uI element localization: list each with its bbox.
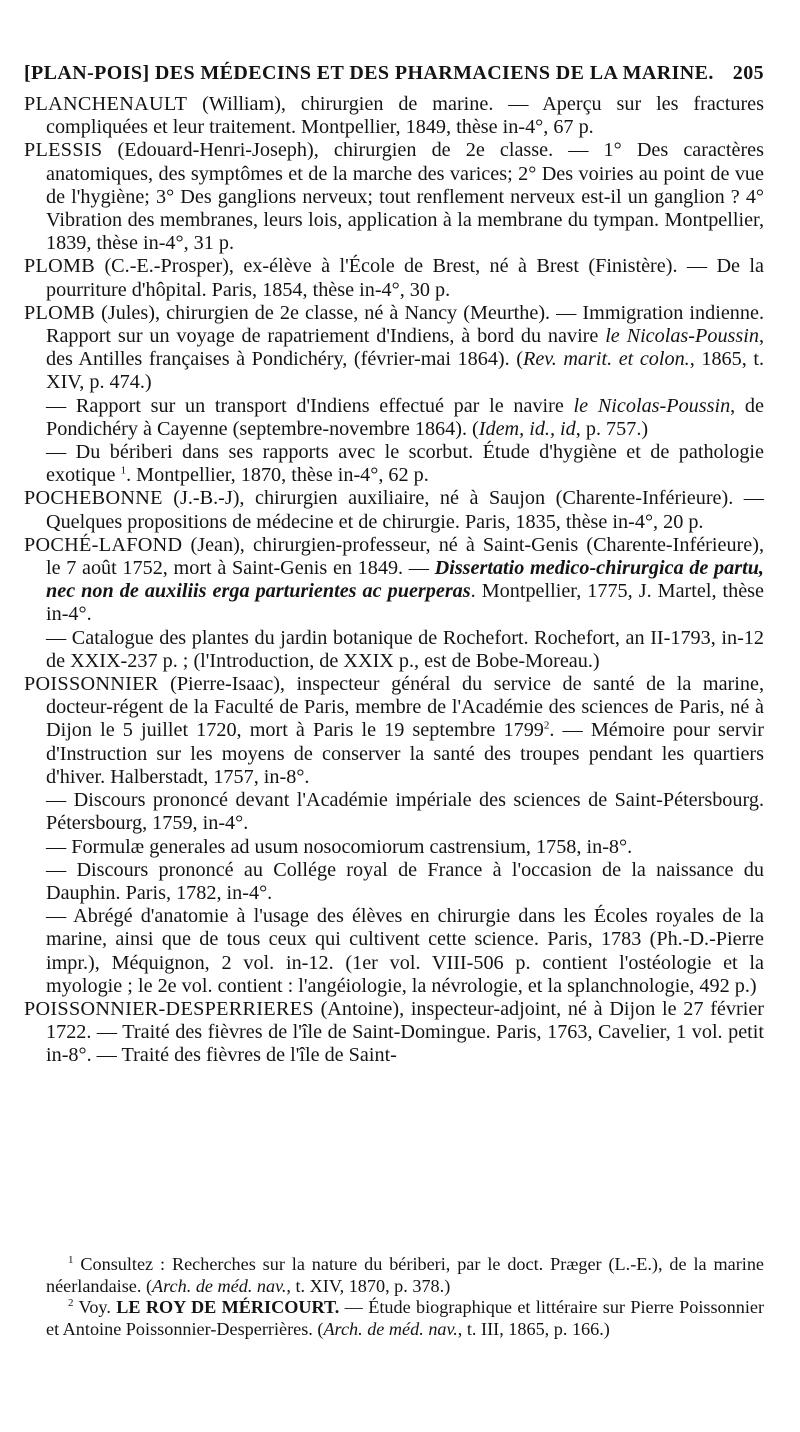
entry-text: (Jean), chirurgien-professeur, né à Saint-Genis (Charente-Inférieure), le 7 août 1752, mort à Saint-Genis en 1849. —: [46, 533, 764, 580]
footnote-text: , t. III, 1865, p. 166.): [457, 1318, 610, 1339]
entry-text: , de Pondichéry à Cayenne (septembre-novembre 1864). (: [46, 394, 764, 440]
running-head-title: [PLAN-POIS] DES MÉDECINS ET DES PHARMACIENS DE LA MARINE.: [24, 62, 714, 84]
entry-text: — Catalogue des plantes du jardin botanique de Rochefort. Rochefort, an II-1793, in-12 de XXIX-237 p. ; (l'Introduction, de XXIX p., est de Bobe-Moreau.): [46, 626, 764, 672]
footnote-text: Voy.: [73, 1297, 117, 1317]
footnotes: [24, 1254, 764, 1340]
entry-text: (J.-B.-J), chirurgien auxiliaire, né à Saujon (Charente-Inférieure). — Quelques propositions de médecine et de chirurgie. Paris, 1835, thèse in-4°, 20 p.: [46, 487, 764, 533]
page-number: 205: [732, 62, 764, 84]
entry-name: POCHÉ-LAFOND: [24, 533, 183, 556]
entry-text: . Montpellier, 1870, thèse in-4°, 62 p.: [126, 464, 429, 487]
entry-poche-lafond-catalogue: [24, 627, 764, 673]
entry-text: — Formulæ generales ad usum nosocomiorum castrensium, 1758, in-8°.: [46, 835, 633, 858]
ship-name: le Nicolas-Poussin: [573, 394, 731, 417]
footnote-text: — Étude biographique et littéraire sur Pierre Poissonnier et Antoine Poissonnier-Desperrières. (: [46, 1297, 765, 1339]
running-head: [24, 62, 764, 92]
entry-text: — Discours prononcé au Collége royal de France à l'occasion de la naissance du Dauphin. Paris, 1782, in-4°.: [46, 858, 764, 904]
entry-poissonnier-discours-petersbourg: [24, 789, 764, 835]
entry-text: — Abrégé d'anatomie à l'usage des élèves en chirurgie dans les Écoles royales de la marine, ainsi que de tous ceux qui cultivent cette science. Paris, 1783 (Ph.-D.-Pierre impr.), Méquignon, 2 vol. in-12. (1er vol. VIII-506 p. contient l'ostéologie et la myologie ; le 2e vol. contient : l'angéiologie, la névrologie, et la splanchnologie, 492 p.): [46, 905, 764, 997]
entry-text: (William), chirurgien de marine. — Aperçu sur les fractures compliquées et leur traitement. Montpellier, 1849, thèse in-4°, 67 p.: [46, 93, 764, 139]
entries-column: [24, 93, 764, 1068]
entry-plomb-rapport: [24, 395, 764, 441]
author-name: LE ROY DE MÉRICOURT.: [116, 1297, 340, 1317]
entry-text: . Montpellier, 1775, J. Martel, thèse in-4°.: [46, 580, 764, 626]
entry-plomb-jules: [24, 302, 764, 395]
entry-poissonnier-desperrieres: [24, 998, 764, 1068]
citation-idem: Idem, id., id: [478, 417, 576, 440]
entry-plessis: [24, 139, 764, 255]
entry-planchenault: [24, 93, 764, 139]
entry-pochebonne: [24, 487, 764, 533]
entry-poissonnier-discours-dauphin: [24, 859, 764, 905]
entry-text: . — Mémoire pour servir d'Instruction sur les moyens de conserver la santé des troupes pendant les quartiers d'hiver. Halberstadt, 1757, in-8°.: [46, 719, 765, 788]
entry-plomb-beriberi: [24, 441, 764, 487]
entry-text: (C.-E.-Prosper), ex-élève à l'École de Brest, né à Brest (Finistère). — De la pourriture d'hôpital. Paris, 1854, thèse in-4°, 30 p.: [46, 255, 764, 301]
footnote-text: , t. XIV, 1870, p. 378.): [286, 1275, 451, 1296]
entry-text: , des Antilles françaises à Pondichéry, (février-mai 1864). (: [46, 325, 764, 371]
entry-name: PLOMB: [24, 255, 96, 278]
entry-name: POISSONNIER-DESPERRIERES: [24, 997, 314, 1020]
entry-plomb-prosper: [24, 255, 764, 301]
entry-text: (Pierre-Isaac), inspecteur général du service de santé de la marine, docteur-régent de la Faculté de Paris, membre de l'Académie des sciences de Paris, né à Dijon le 5 juillet 1720, mort à Paris le 19 septembre 1799: [46, 673, 764, 742]
footnote-text: Consultez : Recherches sur la nature du bériberi, par le doct. Præger (L.-E.), de la marine néerlandaise. (: [46, 1254, 764, 1296]
entry-name: PLOMB: [24, 301, 96, 324]
entry-name: PLANCHENAULT: [24, 93, 188, 115]
entry-name: PLESSIS: [24, 139, 103, 162]
entry-name: POISSONNIER: [24, 673, 159, 696]
footnote-marker: 1: [68, 1253, 74, 1266]
entry-text: , 1865, t. XIV, p. 474.): [46, 348, 764, 394]
entry-name: POCHEBONNE: [24, 487, 163, 510]
journal-title: Arch. de méd. nav.: [323, 1318, 458, 1339]
journal-title: Rev. marit. et colon.: [522, 348, 690, 371]
entry-text: (Antoine), inspecteur-adjoint, né à Dijon le 27 février 1722. — Traité des fièvres de l'île de Saint-Domingue. Paris, 1763, Cavelier, 1 vol. petit in-8°. — Traité des fièvres de l'île de Saint-: [46, 997, 764, 1067]
footnote-1: [24, 1254, 764, 1297]
entry-text: (Edouard-Henri-Joseph), chirurgien de 2e classe. — 1° Des caractères anatomiques, des symptômes et de la marche des varices; 2° Des voiries au point de vue de l'hygiène; 3° Des ganglions nerveux; tout renflement nerveux est-il un ganglion ? 4° Vibration des membranes, leurs lois, application à la membrane du tympan. Montpellier, 1839, thèse in-4°, 31 p.: [46, 139, 764, 255]
footnote-ref: 1: [120, 464, 127, 477]
entry-text: , p. 757.): [575, 417, 649, 440]
entry-text: — Rapport sur un transport d'Indiens effectué par le navire: [46, 394, 574, 417]
footnote-marker: 2: [68, 1296, 74, 1309]
footnote-2: [24, 1297, 764, 1340]
entry-text: — Discours prononcé devant l'Académie impériale des sciences de Saint-Pétersbourg. Pétersbourg, 1759, in-4°.: [46, 789, 764, 835]
latin-title: Dissertatio medico-chirurgica de partu, nec non de auxiliis erga parturientes ac puerperas: [46, 557, 764, 603]
entry-poissonnier: [24, 673, 764, 789]
footnote-ref: 2: [543, 719, 550, 732]
journal-title: Arch. de méd. nav.: [152, 1275, 287, 1296]
entry-poissonnier-abrege: [24, 905, 764, 998]
entry-poche-lafond: [24, 534, 764, 627]
entry-text: — Du bériberi dans ses rapports avec le scorbut. Étude d'hygiène et de pathologie exotique: [46, 441, 764, 487]
entry-poissonnier-formulae: [24, 836, 764, 859]
ship-name: le Nicolas-Poussin: [605, 325, 759, 348]
entry-text: (Jules), chirurgien de 2e classe, né à Nancy (Meurthe). — Immigration indienne. Rapport sur un voyage de rapatriement d'Indiens, à bord du navire: [46, 301, 764, 348]
